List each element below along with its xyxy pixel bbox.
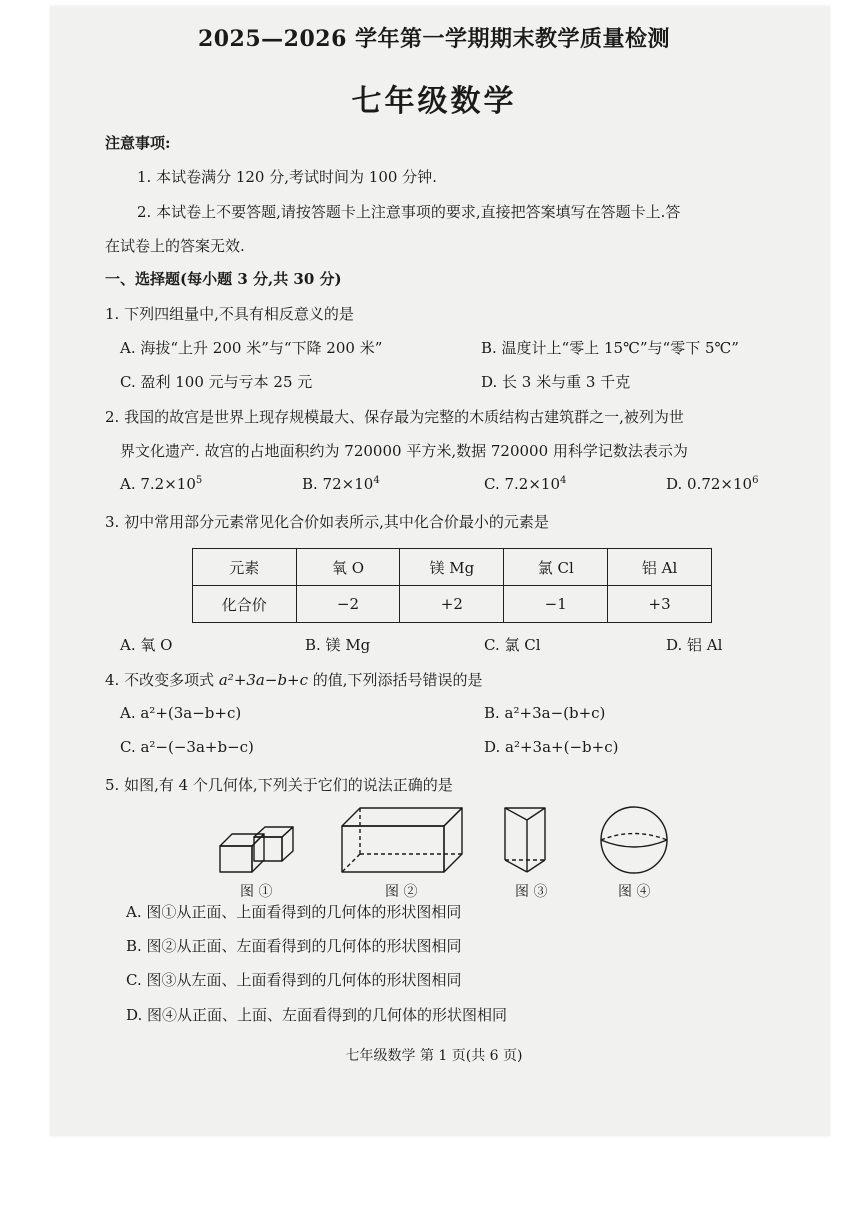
table-cell: 氯 Cl (504, 549, 608, 586)
q1-option-c: C. 盈利 100 元与亏本 25 元 (120, 373, 313, 391)
q2-option-b: B. $72\times 10^4$ (302, 475, 380, 493)
notes-heading: 注意事项: (105, 134, 171, 152)
subject-title: 七年级数学 (351, 84, 517, 119)
question-2-stem-line-2: 界文化遗产. 故宫的占地面积约为 720000 平方米,数据 720000 用科学记数法表示为 (120, 442, 688, 460)
q4-option-b: B. a²+3a−(b+c) (484, 704, 606, 722)
q4-option-a: A. a²+(3a−b+c) (120, 704, 242, 722)
table-cell: +2 (400, 586, 504, 623)
question-2-stem-line-1: 2. 我国的故宫是世界上现存规模最大、保存最为完整的木质结构古建筑群之一,被列为世 (105, 408, 684, 426)
q1-option-b: B. 温度计上“零上 15℃”与“零下 5℃” (481, 339, 739, 357)
table-cell: 化合价 (193, 586, 297, 623)
q2-option-c: C. $7.2\times 10^4$ (484, 475, 567, 493)
q5-option-b: B. 图②从正面、左面看得到的几何体的形状图相同 (126, 937, 462, 955)
table-cell: 铝 Al (608, 549, 712, 586)
q1-option-d: D. 长 3 米与重 3 千克 (481, 373, 631, 391)
q5-option-c: C. 图③从左面、上面看得到的几何体的形状图相同 (126, 971, 462, 989)
figure-4-caption: 图 ④ (618, 884, 651, 900)
table-cell: −2 (296, 586, 400, 623)
question-3-stem: 3. 初中常用部分元素常见化合价如表所示,其中化合价最小的元素是 (105, 513, 549, 531)
q4-option-c: C. a²−(−3a+b−c) (120, 738, 254, 756)
question-4-stem: 4. 不改变多项式 a²+3a−b+c 的值,下列添括号错误的是 (105, 671, 483, 689)
question-1-stem: 1. 下列四组量中,不具有相反意义的是 (105, 305, 354, 323)
q4-option-d: D. a²+3a+(−b+c) (484, 738, 619, 756)
table-row (193, 549, 712, 586)
sphere-figure (601, 807, 667, 873)
geometry-figures (205, 800, 675, 880)
table-cell: −1 (504, 586, 608, 623)
table-cell: 氧 O (296, 549, 400, 586)
figure-3-caption: 图 ③ (515, 884, 548, 900)
q1-option-a: A. 海拔“上升 200 米”与“下降 200 米” (120, 339, 383, 357)
valence-table (192, 548, 712, 623)
table-cell: 元素 (193, 549, 297, 586)
q5-option-d: D. 图④从正面、上面、左面看得到的几何体的形状图相同 (126, 1006, 508, 1024)
q2-option-a: A. $7.2\times 10^5$ (120, 475, 203, 493)
note-item-2-line-1: 2. 本试卷上不要答题,请按答题卡上注意事项的要求,直接把答案填写在答题卡上.答 (137, 203, 681, 221)
exam-title: 2025—2026 学年第一学期期末教学质量检测 (197, 26, 671, 52)
q3-option-d: D. 铝 Al (666, 636, 723, 654)
q2-option-d: D. $0.72\times 10^6$ (666, 475, 759, 493)
table-cell: +3 (608, 586, 712, 623)
q3-option-b: B. 镁 Mg (305, 636, 371, 654)
two-cubes-figure (220, 827, 293, 872)
table-row (193, 586, 712, 623)
question-5-stem: 5. 如图,有 4 个几何体,下列关于它们的说法正确的是 (105, 776, 453, 794)
q3-option-a: A. 氧 O (120, 636, 173, 654)
q5-option-a: A. 图①从正面、上面看得到的几何体的形状图相同 (126, 903, 462, 921)
table-cell: 镁 Mg (400, 549, 504, 586)
figure-1-caption: 图 ① (240, 884, 273, 900)
figure-2-caption: 图 ② (385, 884, 418, 900)
q3-option-c: C. 氯 Cl (484, 636, 541, 654)
triangular-prism-figure (505, 808, 545, 872)
page-footer: 七年级数学 第 1 页(共 6 页) (345, 1048, 523, 1064)
cuboid-figure (342, 808, 462, 872)
note-item-2-line-2: 在试卷上的答案无效. (105, 237, 245, 255)
note-item-1: 1. 本试卷满分 120 分,考试时间为 100 分钟. (137, 168, 437, 186)
section-heading: 一、选择题(每小题 3 分,共 30 分) (105, 270, 342, 288)
